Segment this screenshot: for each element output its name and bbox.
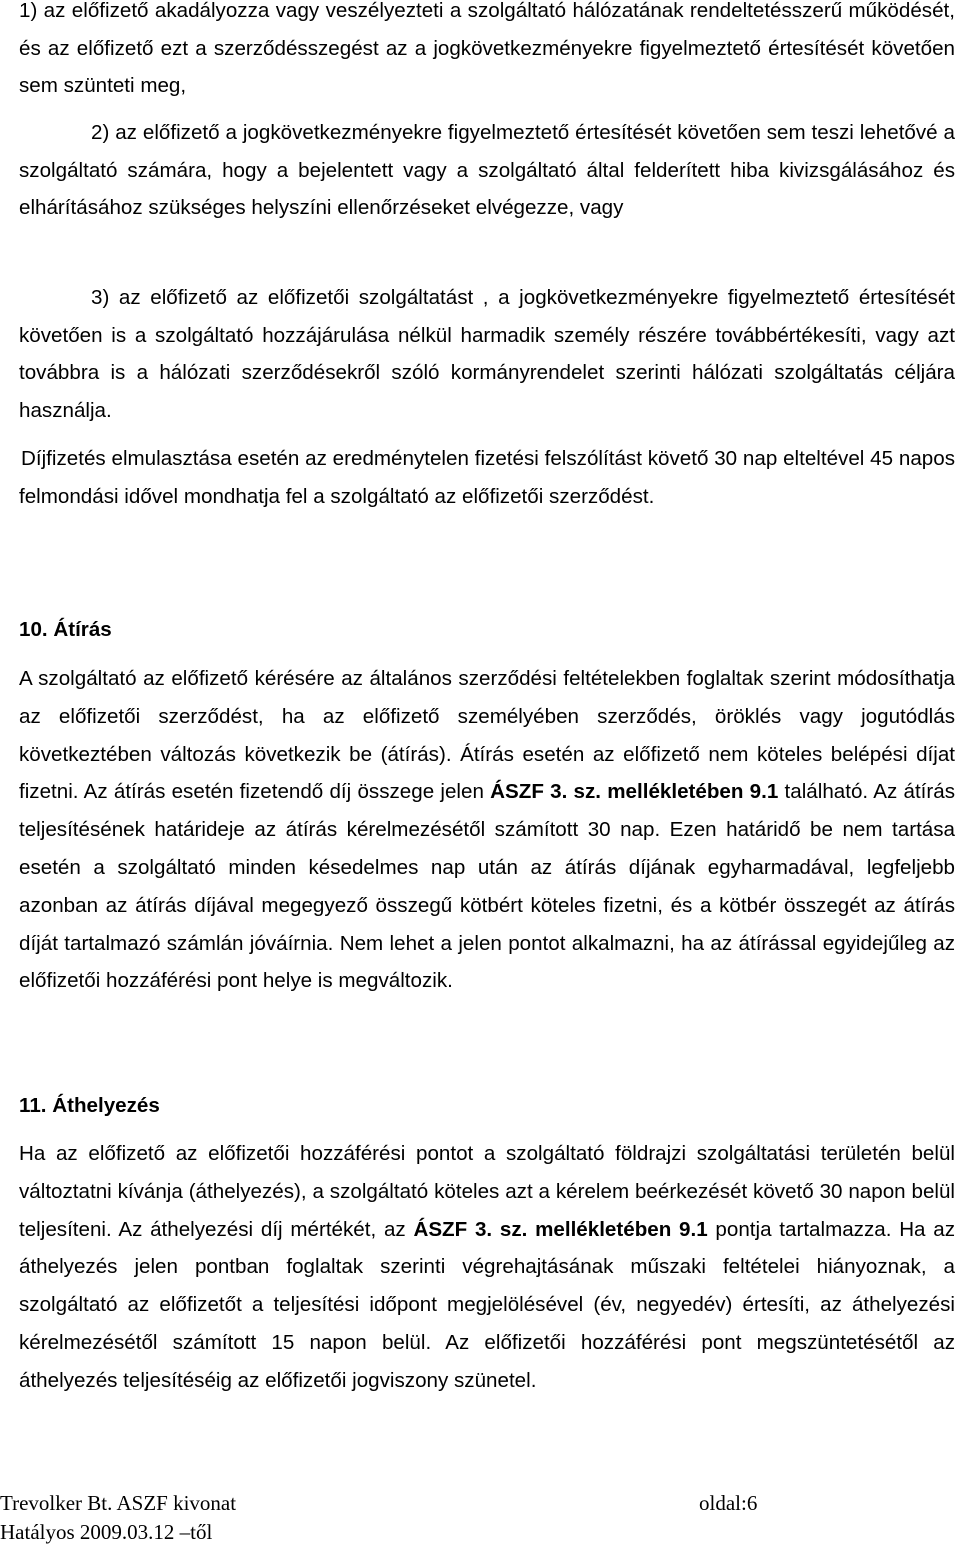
paragraph-item-1: 1) az előfizető akadályozza vagy veszélyezteti a szolgáltató hálózatának rendeltetésszerű működését, és az előfizető ezt a szerződésszegést az a jogkövetkezményekre figyelmeztető értesítését követően sem szünteti meg, — [19, 0, 955, 97]
paragraph-item-3: 3) az előfizető az előfizetői szolgáltatást , a jogkövetkezményekre figyelmeztető értesítését követően is a szolgáltató hozzájárulása nélkül harmadik személy részére továbbértékesíti, vagy azt továbbra is a hálózati szerződésekről szóló kormányrendelet szerinti hálózati szolgáltatás céljára használja. — [19, 286, 955, 422]
section-11-text — [19, 1135, 955, 1400]
section-10-annex-ref: ÁSZF 3. sz. mellékletében 9.1 — [490, 780, 779, 804]
paragraph-item-2: 2) az előfizető a jogkövetkezményekre figyelmeztető értesítését követően sem teszi lehetővé a szolgáltató számára, hogy a bejelentett vagy a szolgáltató által felderített hiba kivizsgálásához és elhárításához szükséges helyszíni ellenőrzéseket elvégezze, vagy — [19, 121, 955, 219]
section-11-annex-ref: ÁSZF 3. sz. mellékletében 9.1 — [413, 1217, 708, 1241]
section-11-text-b: pontja tartalmazza. Ha az áthelyezés jelen pontban foglaltak szerinti végrehajtásának műszaki feltételei hiányoznak, a szolgáltató az előfizetőt a teljesítési időpont megjelölésével (év, negyedév) értesíti, az áthelyezési kérelmezésétől számított 15 napon belül. Az előfizetői hozzáférési pont megszüntetésétől az áthelyezés teljesítéséig az előfizetői jogviszony szünetel. — [19, 1217, 956, 1392]
section-10-text-a: A szolgáltató az előfizető kérésére az általános szerződési feltételekben foglaltak szerint módosíthatja az előfizetői szerződést, ha az előfizető személyében szerződés, öröklés vagy jogutódlás következtében változás következik be (átírás). Átírás esetén az előfizető nem köteles belépési díjat fizetni. Az átírás esetén fizetendő díj összege jelen — [19, 667, 955, 804]
section-10-heading: 10. Átírás — [19, 618, 112, 641]
footer-company: Trevolker Bt. ASZF kivonat — [0, 1491, 237, 1515]
section-10-text — [19, 660, 955, 1000]
payment-default-paragraph: Díjfizetés elmulasztása esetén az eredménytelen fizetési felszólítást követő 30 nap elteltével 45 napos felmondási idővel mondhatja fel a szolgáltató az előfizetői szerződést. — [19, 447, 955, 508]
section-10-text-b: található. Az átírás teljesítésének határideje az átírás kérelmezésétől számított 30 nap. Ezen határidő be nem tartása esetén a szolgáltató minden késedelmes nap után az átírás díjának egyharmadával, legfeljebb azonban az átírás díjával megegyező összegű kötbért köteles fizetni, és a kötbér összegét az átírás díját tartalmazó számlán jóváírnia. Nem lehet a jelen pontot alkalmazni, ha az átírással egyidejűleg az előfizetői hozzáférési pont helye is megváltozik. — [19, 780, 956, 993]
footer-page-number: oldal:6 — [699, 1491, 758, 1515]
section-11-text-a: Ha az előfizető az előfizetői hozzáférési pontot a szolgáltató földrajzi szolgáltatási területén belül változtatni kívánja (áthelyezés), a szolgáltató köteles azt a kérelem beérkezését követő 30 napon belül teljesíteni. Az áthelyezési díj mértékét, az — [19, 1142, 955, 1241]
section-11-heading: 11. Áthelyezés — [19, 1094, 160, 1117]
footer-effective-date: Hatályos 2009.03.12 –től — [0, 1520, 213, 1544]
